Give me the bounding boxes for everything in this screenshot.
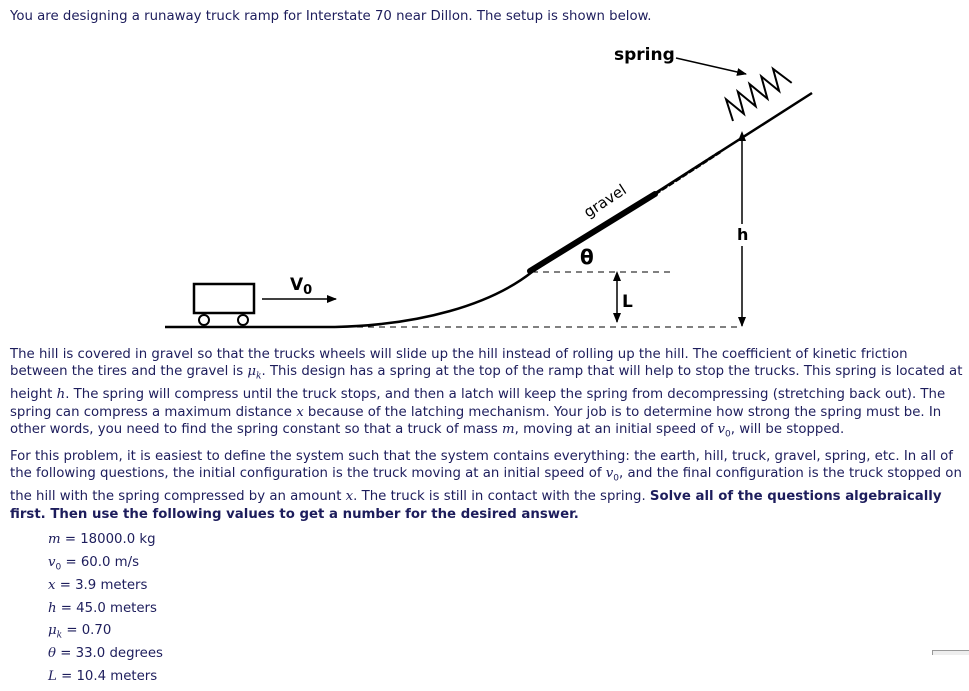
given-compression: x = 3.9 meters — [48, 577, 148, 593]
given-height: h = 45.0 meters — [48, 600, 157, 616]
L-label: L — [622, 292, 633, 312]
spring-arrow — [676, 58, 746, 74]
ramp-curve — [335, 272, 532, 327]
intro-text: You are designing a runaway truck ramp for Interstate 70 near Dillon. The setup is shown below. — [10, 9, 652, 24]
instruction-bold: Solve all of the questions algebraically first. Then use the following values to get a number for the desired answer. — [10, 489, 942, 522]
given-friction: $\mu_k = 0.70$ — [48, 623, 112, 642]
velocity-label: $V_0$ — [290, 275, 313, 298]
gravel-label: gravel — [580, 180, 630, 222]
scrollbar-corner[interactable] — [932, 650, 969, 655]
given-mass: m = 18000.0 kg — [48, 532, 156, 547]
given-angle: θ = 33.0 degrees — [48, 646, 163, 662]
spring-label: spring — [614, 45, 675, 65]
system-definition: For this problem, it is easiest to define the system such that the system contains everything: the earth, hill, truck, gravel, spring, etc. In all of the following questions, the initial configuration is the truck moving at an initial speed of $v_0$, and the final configuration is the truck stopped on the hill with the spring compressed by an amount x. The truck is still in contact with the spring. Solve all of the questions algebraically first. Then use the following values to get a number for the desired answer. — [10, 449, 962, 522]
h-label: h — [737, 225, 749, 244]
theta-label: θ — [580, 245, 594, 269]
given-initial-speed: $v_0 = 60.0$ m/s — [48, 554, 140, 573]
given-values — [48, 531, 163, 691]
ramp-diagram — [0, 30, 969, 340]
problem-description: The hill is covered in gravel so that the trucks wheels will slide up the hill instead of rolling up the hill. The coefficient of kinetic friction between the tires and the gravel is $\mu_k$. This design has a spring at the top of the ramp that will help to stop the trucks. This spring is located at height h. The spring will compress until the truck stops, and then a latch will keep the spring from decompressing (stretching back out). The spring can compress a maximum distance x because of the latching mechanism. Your job is to determine how strong the spring must be. In other words, you need to find the spring constant so that a truck of mass m, moving at an initial speed of $v_0$, will be stopped. — [10, 347, 963, 440]
given-length: L = 10.4 meters — [48, 669, 158, 685]
truck — [194, 284, 254, 325]
